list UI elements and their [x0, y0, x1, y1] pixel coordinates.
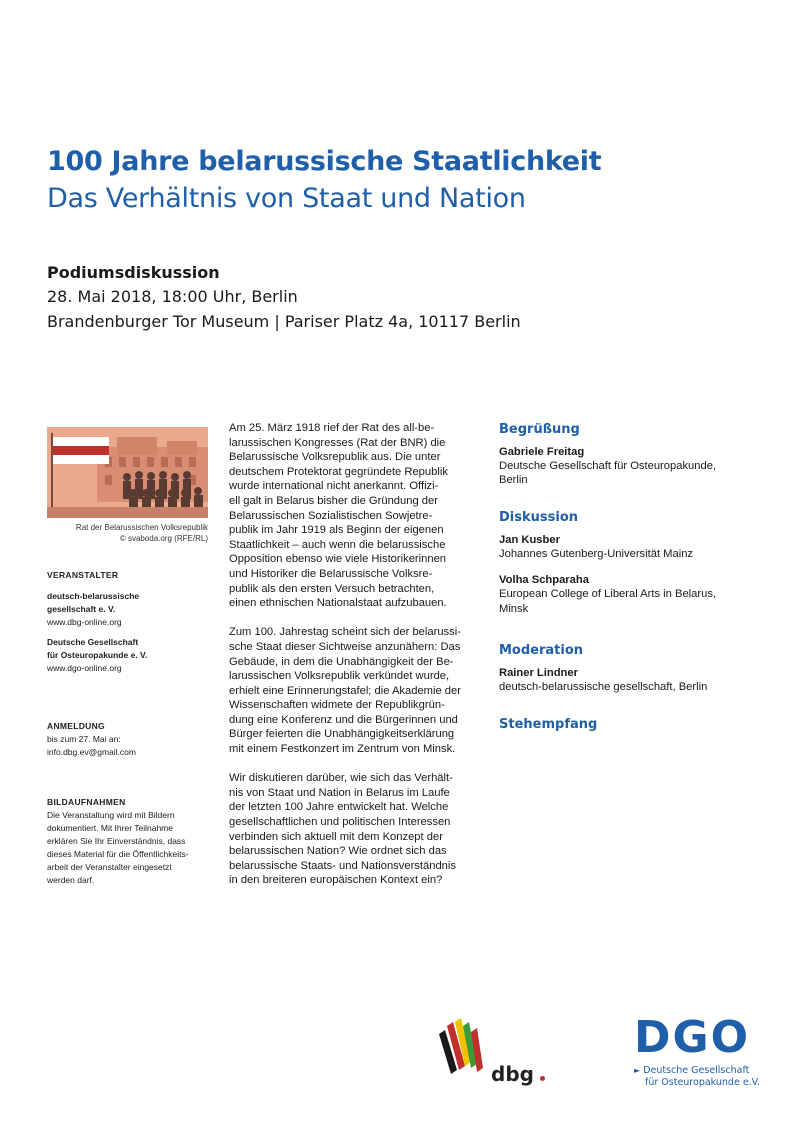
- text-line: belarussischen Nation? Wie ordnet sich das: [229, 845, 447, 858]
- dgo-sub-line2: für Osteuropakunde e.V.: [645, 1077, 760, 1088]
- org2-url[interactable]: www.dgo-online.org: [47, 663, 122, 673]
- program-welcome: [499, 422, 759, 488]
- speaker1-name: Jan Kusber: [499, 534, 560, 546]
- text-line: Gebäude, in dem die Unabhängigkeit der Be-: [229, 655, 454, 668]
- photo-notice-heading: BILDAUFNAHMEN: [47, 797, 126, 807]
- moderator-name: Rainer Lindner: [499, 667, 578, 679]
- org1-name-line1: deutsch-belarussische: [47, 591, 140, 601]
- text-line: einen ethnischen Nationalstaat aufzubauen.: [229, 597, 447, 610]
- org1-name-line2: gesellschaft e. V.: [47, 604, 116, 614]
- text-line: publik im Jahr 1919 als Beginn der eigenen: [229, 524, 444, 537]
- event-type: Podiumsdiskussion: [47, 263, 220, 282]
- event-location: Brandenburger Tor Museum | Pariser Platz 4a, 10117 Berlin: [47, 312, 521, 331]
- page-title: 100 Jahre belarussische Staatlichkeit: [47, 146, 602, 177]
- discussion-heading: Diskussion: [499, 510, 579, 525]
- org2-name-line1: Deutsche Gesellschaft: [47, 637, 139, 647]
- caption-credit: © svaboda.org (RFE/RL): [119, 534, 208, 543]
- organizer-heading: VERANSTALTER: [47, 570, 119, 580]
- org2-name-line2: für Osteuropakunde e. V.: [47, 650, 148, 660]
- welcome-speaker-name: Gabriele Freitag: [499, 446, 585, 458]
- text-line: in den breiteren europäischen Kontext ein?: [229, 874, 443, 887]
- event-datetime: 28. Mai 2018, 18:00 Uhr, Berlin: [47, 287, 298, 306]
- program-discussion: [499, 510, 759, 616]
- program-moderation: [499, 643, 759, 694]
- text-line: publik als den ersten Versuch betrachten,: [229, 582, 435, 595]
- text-line: larussischen Volksrepublik verkündet wurde,: [229, 670, 450, 683]
- body-text: [229, 421, 482, 903]
- dbg-logo-text: dbg: [491, 1062, 534, 1086]
- text-line: deutschem Protektorat gegründete Republik: [229, 465, 448, 478]
- reception-heading: Stehempfang: [499, 717, 598, 732]
- dbg-dot: [540, 1076, 545, 1081]
- speaker2-name: Volha Schparaha: [499, 574, 589, 587]
- moderator-affiliation: deutsch-belarussische gesellschaft, Berlin: [499, 681, 708, 693]
- paragraph-3: [229, 771, 482, 888]
- text-line: sche Staat dieser Sichtweise anzunähern: Das: [229, 640, 461, 653]
- paragraph-2: [229, 625, 482, 756]
- text-line: nis von Staat und Nation in Belarus im Laufe: [229, 786, 450, 799]
- text-line: ell galt in Belarus bisher die Gründung der: [229, 494, 438, 507]
- text-line: Staatlichkeit – auch wenn die belarussische: [229, 538, 446, 551]
- registration-email[interactable]: info.dbg.ev@gmail.com: [47, 747, 136, 757]
- photo-notice-line: Die Veranstaltung wird mit Bildern: [47, 810, 175, 820]
- paragraph-1: [229, 421, 482, 611]
- photo-notice-block: [47, 796, 222, 887]
- photo-notice-line: arbeit der Veranstalter eingesetzt: [47, 862, 172, 872]
- text-line: erhielt eine Erinnerungstafel; die Akademie der: [229, 684, 461, 697]
- text-line: wurde international nicht anerkannt. Offizi-: [229, 480, 439, 493]
- text-line: verbinden sich aktuell mit dem Konzept der: [229, 830, 443, 843]
- org1-url[interactable]: www.dbg-online.org: [47, 617, 122, 627]
- speaker2-affiliation: European College of Liberal Arts in Belarus,: [499, 588, 717, 601]
- welcome-affiliation: Deutsche Gesellschaft für Osteuropakunde,: [499, 460, 717, 472]
- dgo-sub-line1: Deutsche Gesellschaft: [643, 1065, 750, 1076]
- text-line: larussischen Kongresses (Rat der BNR) die: [229, 436, 446, 449]
- photo-notice-line: erklären Sie Ihr Einverständnis, dass: [47, 836, 186, 846]
- text-line: Belarussische Volksrepublik aus. Die unter: [229, 451, 441, 464]
- dbg-logo-mark: [437, 1018, 489, 1087]
- dbg-stripes-icon: [437, 1018, 489, 1082]
- moderation-heading: Moderation: [499, 643, 584, 658]
- speaker1-affiliation: Johannes Gutenberg-Universität Mainz: [499, 548, 694, 560]
- registration-block: [47, 720, 222, 759]
- caption-title: Rat der Belarussischen Volksrepublik: [75, 523, 208, 532]
- text-line: belarussische Staats- und Nationsverständnis: [229, 859, 456, 872]
- photo-notice-line: werden darf.: [47, 875, 95, 885]
- photo-illustration: [47, 427, 208, 518]
- text-line: Zum 100. Jahrestag scheint sich der belarussi-: [229, 626, 461, 639]
- program-reception: [499, 717, 759, 732]
- registration-heading: ANMELDUNG: [47, 721, 105, 731]
- photo-notice-line: dieses Material für die Öffentlichkeits-: [47, 849, 189, 859]
- photo-caption: [47, 522, 208, 544]
- text-line: mit einem Festkonzert im Zentrum von Minsk.: [229, 743, 456, 756]
- photo-notice-line: dokumentiert. Mit Ihrer Teilnahme: [47, 823, 173, 833]
- dgo-logo-subtitle: [634, 1065, 760, 1089]
- welcome-heading: Begrüßung: [499, 422, 580, 437]
- text-line: Belarussischen Sozialistischen Sowjetre-: [229, 509, 433, 522]
- text-line: Am 25. März 1918 rief der Rat des all-be-: [229, 422, 435, 434]
- page-subtitle: Das Verhältnis von Staat und Nation: [47, 183, 526, 214]
- organizer-block: [47, 569, 222, 675]
- dgo-logo-text: DGO: [634, 1012, 751, 1063]
- speaker2-affiliation-city: Minsk: [499, 602, 529, 615]
- text-line: gesellschaftlichen und politischen Interessen: [229, 816, 451, 829]
- text-line: und Historiker die Belarussische Volksre-: [229, 567, 433, 580]
- text-line: der letzten 100 Jahre entwickelt hat. Welche: [229, 801, 449, 814]
- text-line: dung eine Konferenz und die Bürgerinnen und: [229, 713, 458, 726]
- text-line: Opposition ebenso wie viele Historikerinnen: [229, 553, 447, 566]
- text-line: Bürger feierten die Unabhängigkeitserklärung: [229, 728, 455, 741]
- welcome-affiliation-city: Berlin: [499, 474, 528, 487]
- text-line: Wir diskutieren darüber, wie sich das Verhält-: [229, 772, 453, 785]
- registration-deadline: bis zum 27. Mai an:: [47, 734, 121, 744]
- text-line: Wissenschaften widmete der Republikgrün-: [229, 699, 445, 712]
- play-arrow-icon: ►: [634, 1066, 641, 1075]
- historic-photo: [47, 427, 208, 518]
